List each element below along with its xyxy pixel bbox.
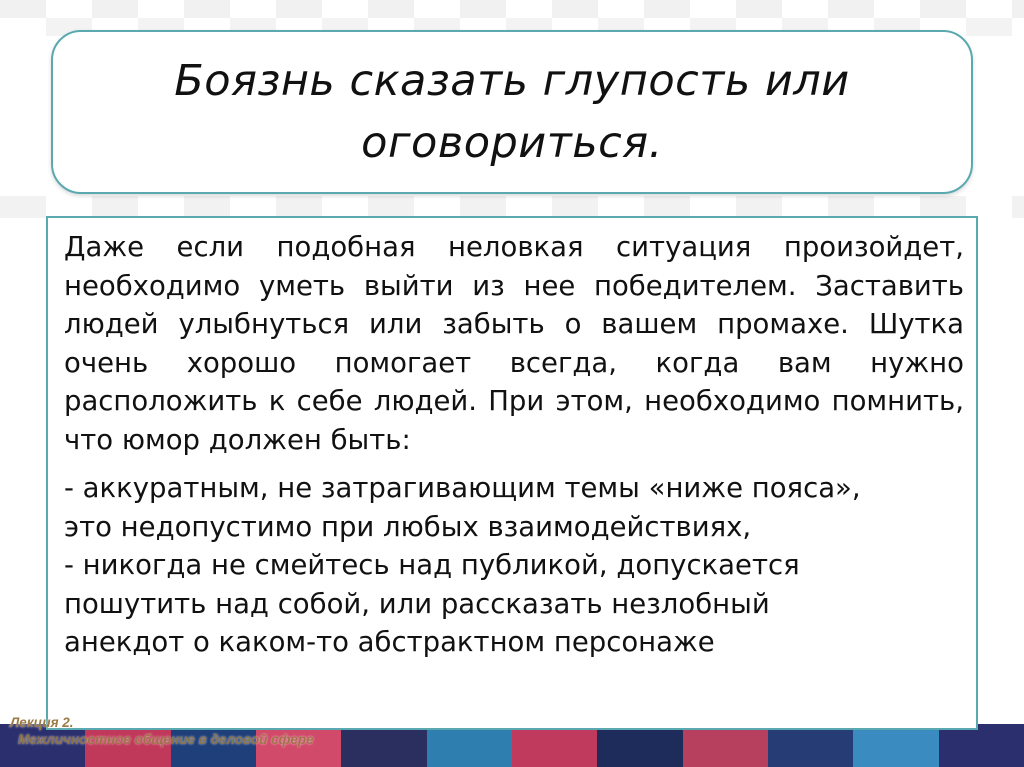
list-item: - никогда не смейтесь над публикой, допускается пошутить над собой, или рассказать незлобный анекдот о каком-то абстрактном персонаже: [64, 549, 800, 658]
color-band-stripe: [597, 724, 682, 767]
background-pattern-middle: [0, 196, 1024, 218]
content-frame: [46, 216, 978, 730]
list-item: - аккуратным, не затрагивающим темы «ниже пояса», это недопустимо при любых взаимодействиях,: [64, 472, 861, 543]
color-band-stripe: [853, 724, 938, 767]
body-paragraph: Даже если подобная неловкая ситуация произойдет, необходимо уметь выйти из нее победителем. Заставить людей улыбнуться или забыть о вашем промахе. Шутка очень хорошо помогает всегда, когда вам нужно расположить к себе людей. При этом, необходимо помнить, что юмор должен быть:: [64, 231, 964, 456]
color-band-stripe: [427, 724, 512, 767]
title-frame: [51, 30, 973, 194]
footer-lecture-number: Лекция 2.: [10, 715, 74, 730]
color-band-stripe: [341, 724, 426, 767]
slide-title: Боязнь сказать глупость или оговориться.: [174, 56, 850, 168]
footer-lecture-topic: Межличностное общение в деловой сфере: [18, 732, 314, 747]
footer-caption: [10, 714, 314, 748]
color-band-stripe: [512, 724, 597, 767]
requirements-list: [64, 469, 964, 662]
color-band-stripe: [683, 724, 768, 767]
color-band-stripe: [768, 724, 853, 767]
color-band-stripe: [939, 724, 1024, 767]
